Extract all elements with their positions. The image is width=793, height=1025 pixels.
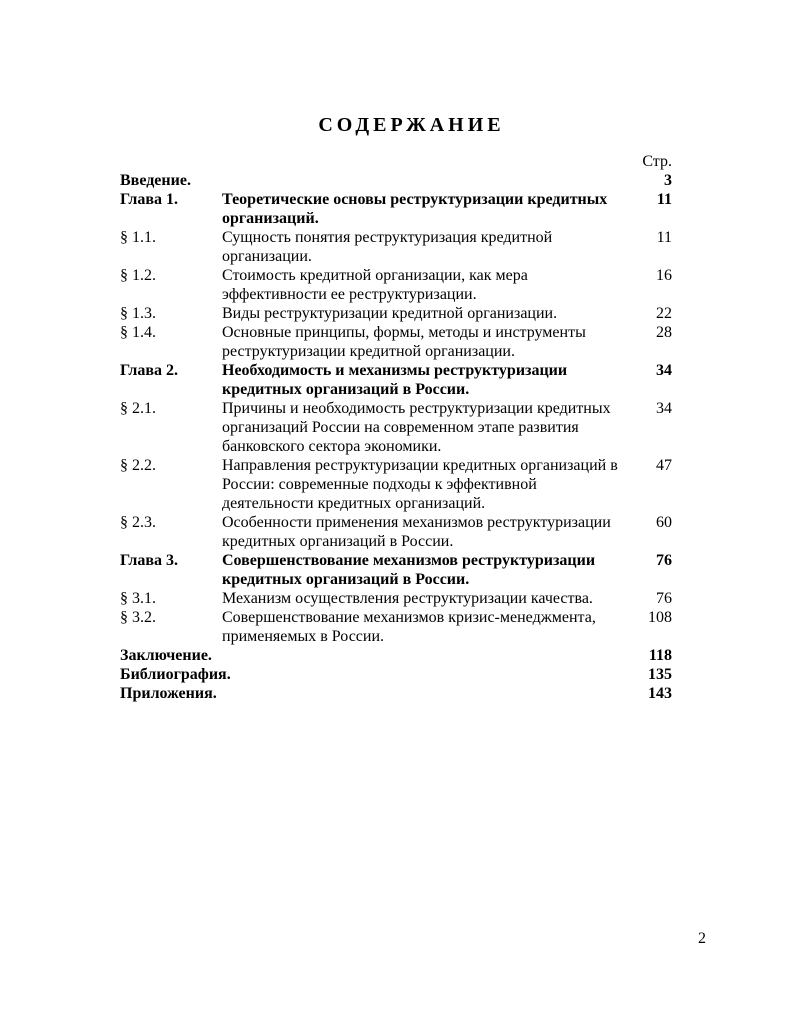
toc-entry-page: 108 [648, 609, 672, 626]
toc-entry [120, 646, 672, 665]
toc-entry-label: § 1.1. [120, 229, 156, 246]
toc-entry-page: 135 [648, 666, 672, 683]
toc-rows [120, 171, 672, 703]
toc-entry [120, 323, 672, 361]
toc-entry-label: Введение. [120, 172, 191, 189]
toc-entry-title: Стоимость кредитной организации, как мера эффективности ее реструктуризации. [222, 267, 528, 303]
toc-entry [120, 304, 672, 323]
toc-entry-label: Глава 1. [120, 191, 178, 208]
toc-entry-label: § 2.1. [120, 400, 156, 417]
toc-entry-title: Причины и необходимость реструктуризации кредитных организаций России на современном этапе развития банковского сектора экономики. [222, 400, 611, 455]
toc-entry-title: Направления реструктуризации кредитных организаций в России: современные подходы к эффективной деятельности кредитных организаций. [222, 457, 618, 512]
toc-entry-page: 47 [656, 457, 672, 474]
toc-entry [120, 266, 672, 304]
toc-entry [120, 608, 672, 646]
toc-entry-page: 11 [656, 191, 672, 208]
toc-entry-page: 118 [648, 647, 672, 664]
toc-entry-label: § 1.4. [120, 324, 156, 341]
toc-entry [120, 456, 672, 513]
toc-entry-title: Теоретические основы реструктуризации кредитных организаций. [222, 191, 608, 227]
page-column-header-label: Стр. [642, 153, 672, 170]
toc-entry [120, 551, 672, 589]
toc-entry-label: § 2.3. [120, 514, 156, 531]
toc-entry-page: 22 [656, 305, 672, 322]
toc-entry-page: 28 [656, 324, 672, 341]
toc-entry-page: 60 [656, 514, 672, 531]
toc-entry [120, 399, 672, 456]
toc-entry-page: 16 [656, 267, 672, 284]
toc-entry-label: Заключение. [120, 647, 212, 664]
toc-entry-page: 34 [656, 362, 672, 379]
toc-entry [120, 190, 672, 228]
toc-entry-page: 76 [656, 552, 672, 569]
toc-entry-label: § 1.2. [120, 267, 156, 284]
page-number: 2 [698, 930, 706, 947]
toc-entry-page: 11 [656, 229, 672, 246]
toc-entry-label: Глава 2. [120, 362, 178, 379]
table-of-contents [120, 152, 672, 703]
toc-entry-label: § 3.1. [120, 590, 156, 607]
toc-entry-page: 34 [656, 400, 672, 417]
toc-entry-page: 76 [656, 590, 672, 607]
toc-entry [120, 513, 672, 551]
toc-entry-page: 143 [648, 685, 672, 702]
toc-entry-title: Виды реструктуризации кредитной организации. [222, 305, 558, 322]
toc-entry-title: Совершенствование механизмов реструктуризации кредитных организаций в России. [222, 552, 596, 588]
toc-entry-title: Необходимость и механизмы реструктуризации кредитных организаций в России. [222, 362, 568, 398]
toc-entry-title: Основные принципы, формы, методы и инструменты реструктуризации кредитной организации. [222, 324, 586, 360]
page-title: СОДЕРЖАНИЕ [318, 114, 505, 136]
page-column-header [120, 152, 672, 171]
toc-entry-title: Сущность понятия реструктуризация кредитной организации. [222, 229, 553, 265]
toc-entry-label: Приложения. [120, 685, 217, 702]
toc-entry [120, 684, 672, 703]
toc-entry-title: Механизм осуществления реструктуризации качества. [222, 590, 593, 607]
toc-entry-title: Особенности применения механизмов реструктуризации кредитных организаций в России. [222, 514, 611, 550]
toc-entry-title: Совершенствование механизмов кризис-менеджмента, применяемых в России. [222, 609, 596, 645]
toc-entry-label: § 1.3. [120, 305, 156, 322]
toc-entry [120, 589, 672, 608]
toc-entry-label: Библиография. [120, 666, 231, 683]
toc-entry [120, 665, 672, 684]
toc-entry [120, 228, 672, 266]
toc-entry [120, 361, 672, 399]
toc-entry-label: § 2.2. [120, 457, 156, 474]
toc-entry-page: 3 [664, 172, 672, 189]
toc-entry-label: Глава 3. [120, 552, 178, 569]
toc-entry [120, 171, 672, 190]
toc-entry-label: § 3.2. [120, 609, 156, 626]
